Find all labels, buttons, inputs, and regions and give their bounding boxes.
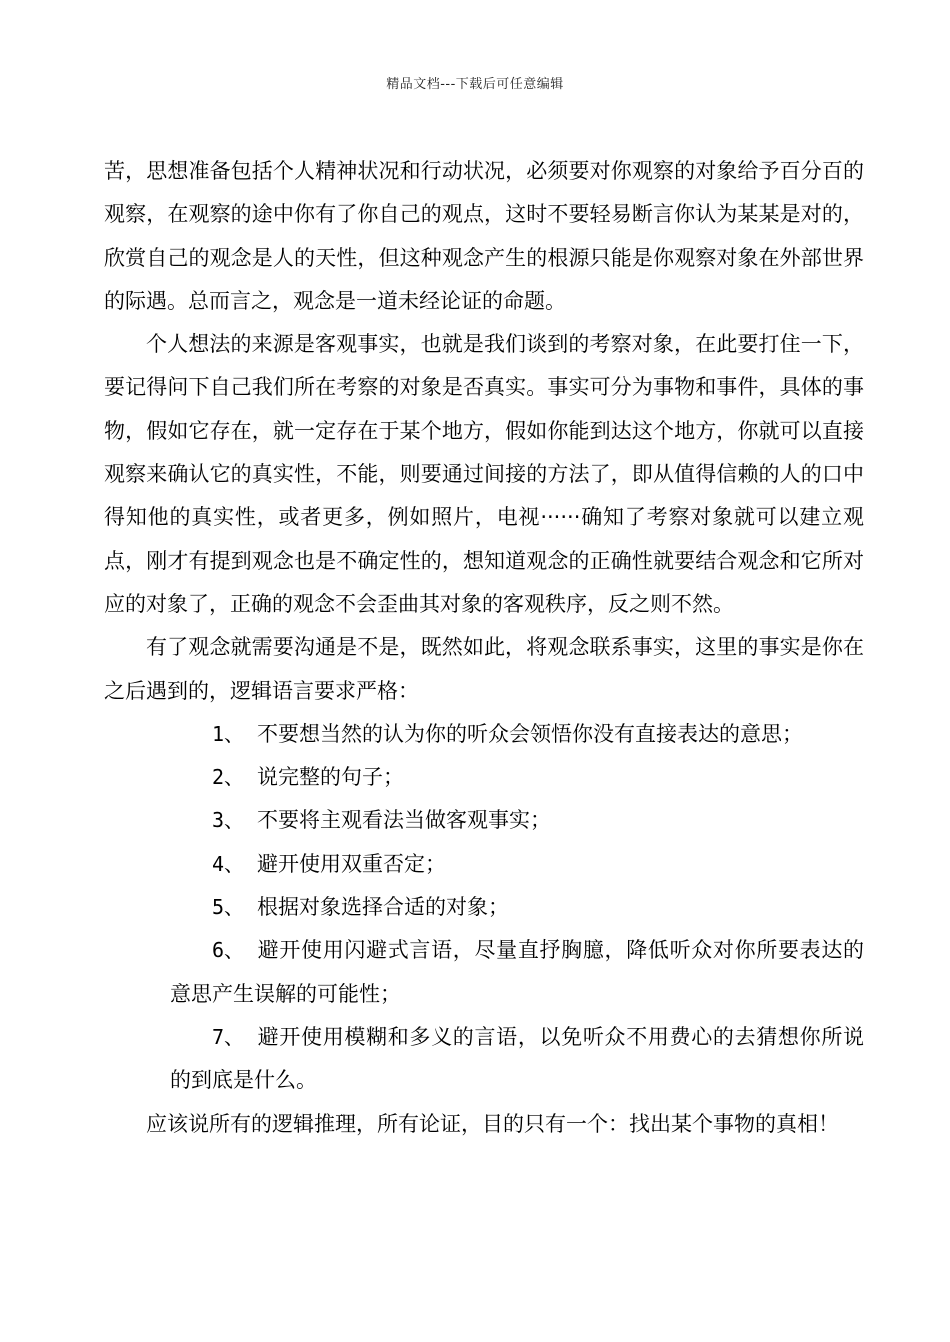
list-item-text: 避开使用双重否定； (257, 851, 446, 876)
list-item (104, 799, 864, 842)
list-item-number: 1、 (212, 721, 245, 746)
list-item (104, 843, 864, 886)
list-item-number: 7、 (212, 1024, 245, 1049)
page-header: 精品文档---下载后可任意编辑 (386, 77, 564, 92)
list-item (104, 886, 864, 929)
list-item-text: 避开使用模糊和多义的言语，以免听众不用费心的去猜想你所说的到底是什么。 (170, 1024, 864, 1093)
list-item-text: 根据对象选择合适的对象； (257, 895, 509, 920)
list-item-number: 4、 (212, 851, 245, 876)
list-item-text: 说完整的句子； (257, 765, 404, 790)
list-item-number: 2、 (212, 765, 245, 790)
list-item-text: 不要想当然的认为你的听众会领悟你没有直接表达的意思； (257, 721, 803, 746)
conclusion-text: 应该说所有的逻辑推理，所有论证，目的只有一个：找出某个事物的真相！ (146, 1111, 839, 1136)
list-item-text: 不要将主观看法当做客观事实； (257, 808, 551, 833)
list-item (104, 929, 864, 1016)
list-item-number: 6、 (212, 938, 245, 963)
list-item (104, 713, 864, 756)
list-item-number: 3、 (212, 808, 245, 833)
paragraph-communication: 有了观念就需要沟通是不是，既然如此，将观念联系事实，这里的事实是你在之后遇到的，逻辑语言要求严格： (104, 635, 864, 703)
list-item (104, 756, 864, 799)
list-item-text: 避开使用闪避式言语，尽量直抒胸臆，降低听众对你所要表达的意思产生误解的可能性； (170, 938, 864, 1006)
paragraph-continued: 苦，思想准备包括个人精神状况和行动状况，必须要对你观察的对象给予百分百的观察，在观察的途中你有了你自己的观点，这时不要轻易断言你认为某某是对的，欣赏自己的观念是人的天性，但这种观念产生的根源只能是你观察对象在外部世界的际遇。总而言之，观念是一道未经论证的命题。 (104, 159, 864, 313)
paragraph-facts: 个人想法的来源是客观事实，也就是我们谈到的考察对象，在此要打住一下，要记得问下自己我们所在考察的对象是否真实。事实可分为事物和事件，具体的事物，假如它存在，就一定存在于某个地方，假如你能到达这个地方，你就可以直接观察来确认它的真实性，不能，则要通过间接的方法了，即从值得信赖的人的口中得知他的真实性，或者更多，例如照片，电视······确知了考察对象就可以建立观点，刚才有提到观念也是不确定性的，想知道观念的正确性就要结合观念和它所对应的对象了，正确的观念不会歪曲其对象的客观秩序，反之则不然。 (104, 332, 864, 616)
list-item-number: 5、 (212, 895, 245, 920)
document-body (104, 150, 864, 1146)
list-item (104, 1016, 864, 1103)
